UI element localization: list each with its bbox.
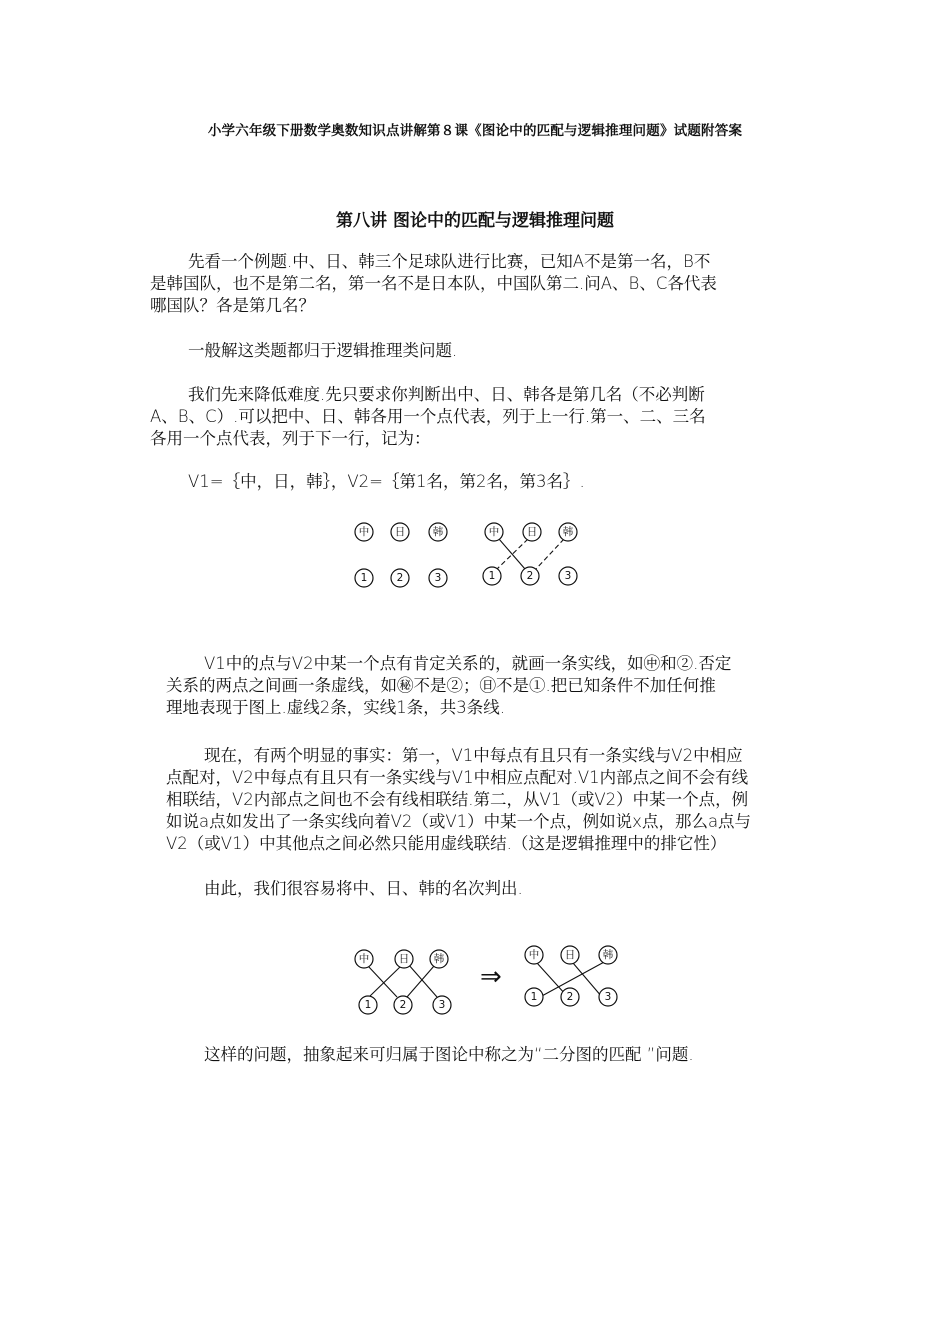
paragraph-matching	[204, 1044, 694, 1066]
document-header: 小学六年级下册数学奥数知识点讲解第８课《图论中的匹配与逻辑推理问题》试题附答案	[207, 123, 743, 139]
node-china	[525, 946, 543, 964]
edge-korea-rank2-dashed	[536, 539, 564, 569]
node-korea	[430, 950, 448, 968]
text-line: 各用一个点代表，列于下一行，记为：	[150, 429, 431, 448]
text-line: 如说a点如发出了一条实线向着V2（或V1）中某一个点，例如说x点，那么a点与	[166, 812, 752, 831]
text-line: 相联结，V2内部点之间也不会有线相联结.第二，从V1（或V2）中某一个点，例	[166, 790, 749, 809]
svg-text:日: 日	[398, 953, 410, 965]
paragraph-lines	[166, 653, 731, 719]
svg-text:中: 中	[358, 526, 370, 538]
node-rank-2	[521, 567, 539, 585]
svg-text:韩: 韩	[433, 953, 445, 965]
edge-china-rank2	[368, 966, 397, 997]
svg-text:1: 1	[360, 572, 368, 584]
svg-text:3: 3	[604, 991, 612, 1003]
text-line: 一般解这类题都归于逻辑推理类问题.	[188, 341, 458, 360]
svg-text:韩: 韩	[432, 526, 444, 538]
node-japan	[391, 523, 409, 541]
paragraph-sets	[188, 471, 585, 493]
svg-text:3: 3	[564, 570, 572, 582]
text-line: V2（或V1）中其他点之间必然只能用虚线联结.（这是逻辑推理中的排它性）	[166, 834, 727, 853]
svg-text:日: 日	[526, 526, 538, 538]
text-line: V1中的点与V2中某一个点有肯定关系的，就画一条实线，如㊥和②.否定	[204, 654, 732, 673]
svg-text:3: 3	[438, 999, 446, 1011]
svg-text:中: 中	[488, 526, 500, 538]
svg-text:3: 3	[434, 572, 442, 584]
bipartite-diagram-initial	[340, 510, 600, 600]
node-rank-3	[559, 567, 577, 585]
text-line: 关系的两点之间画一条虚线，如㊙不是②；㊐不是①.把已知条件不加任何推	[166, 676, 716, 695]
text-line: A、B、C）.可以把中、日、韩各用一个点代表，列于上一行.第一、二、三名	[150, 407, 706, 426]
svg-text:日: 日	[564, 949, 576, 961]
text-line: 现在，有两个明显的事实：第一，V1中每点有且只有一条实线与V2中相应	[204, 746, 743, 765]
text-line: 理地表现于图上.虚线2条，实线1条，共3条线.	[166, 698, 505, 717]
svg-text:2: 2	[399, 999, 407, 1011]
edge-korea-rank2	[407, 966, 434, 997]
node-japan	[561, 946, 579, 964]
node-korea	[429, 523, 447, 541]
left-graph	[355, 523, 447, 587]
edge-japan-rank3	[408, 964, 437, 997]
text-line: 这样的问题，抽象起来可归属于图论中称之为“二分图的匹配 ”问题.	[204, 1045, 694, 1064]
paragraph-facts	[166, 745, 751, 855]
svg-text:2: 2	[396, 572, 404, 584]
paragraph-general	[188, 340, 457, 362]
node-rank-2	[391, 569, 409, 587]
node-rank-2	[561, 988, 579, 1006]
svg-text:1: 1	[488, 570, 496, 582]
node-korea	[559, 523, 577, 541]
svg-text:2: 2	[566, 991, 574, 1003]
node-china	[355, 950, 373, 968]
node-japan	[523, 523, 541, 541]
edge-china-rank2-solid	[499, 539, 525, 569]
node-japan	[395, 950, 413, 968]
svg-text:中: 中	[358, 953, 370, 965]
text-line: 哪国队？各是第几名？	[150, 296, 315, 315]
svg-text:2: 2	[526, 570, 534, 582]
text-line: 是韩国队，也不是第二名，第一名不是日本队，中国队第二.问A、B、C各代表	[150, 274, 717, 293]
svg-text:1: 1	[364, 999, 372, 1011]
paragraph-conclusion	[204, 878, 523, 900]
svg-text:韩: 韩	[602, 949, 614, 961]
text-line: 由此，我们很容易将中、日、韩的名次判出.	[204, 879, 523, 898]
node-rank-1	[525, 988, 543, 1006]
node-rank-3	[429, 569, 447, 587]
svg-text:韩: 韩	[562, 526, 574, 538]
node-china	[355, 523, 373, 541]
right-graph	[483, 523, 577, 585]
paragraph-example	[150, 251, 717, 317]
text-line: 点配对，V2中每点有且只有一条实线与V1中相应点配对.V1内部点之间不会有线	[166, 768, 749, 787]
edge-japan-rank1	[369, 966, 401, 997]
text-line: 我们先来降低难度.先只要求你判断出中、日、韩各是第几名（不必判断	[188, 385, 705, 404]
text-line: 先看一个例题.中、日、韩三个足球队进行比赛，已知A不是第一名，B不	[188, 252, 711, 271]
lesson-title: 第八讲 图论中的匹配与逻辑推理问题	[336, 211, 614, 231]
node-china	[485, 523, 503, 541]
node-rank-1	[483, 567, 501, 585]
implies-arrow: ⇒	[480, 962, 502, 992]
node-rank-3	[433, 996, 451, 1014]
node-rank-3	[599, 988, 617, 1006]
node-rank-2	[394, 996, 412, 1014]
node-rank-1	[355, 569, 373, 587]
paragraph-simplify	[150, 384, 706, 450]
node-rank-1	[359, 996, 377, 1014]
left-graph	[355, 950, 451, 1014]
text-line: V1=｛中，日，韩｝，V2=｛第1名，第2名，第3名｝.	[188, 472, 585, 491]
svg-text:日: 日	[394, 526, 406, 538]
svg-text:1: 1	[530, 991, 538, 1003]
right-graph	[525, 946, 617, 1006]
node-korea	[599, 946, 617, 964]
svg-text:中: 中	[528, 949, 540, 961]
